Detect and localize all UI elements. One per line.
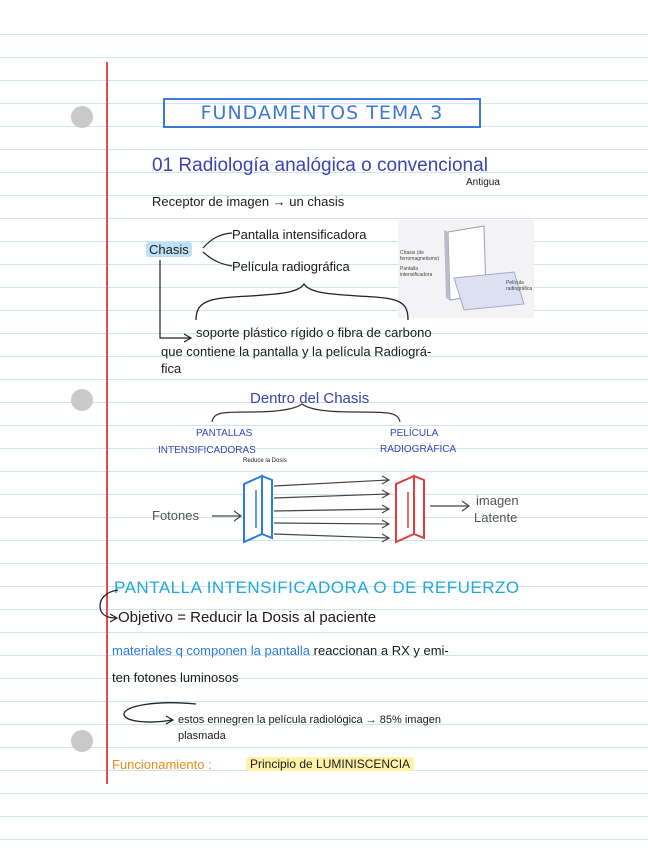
branch-line-top [203,233,232,248]
branch-pelicula: Película radiográfica [232,259,350,274]
section1-heading-note: Antigua [466,177,500,188]
screen-block-side [262,476,272,538]
function-value: Principio de LUMINISCENCIA [246,757,414,771]
support-line2: que contiene la pantalla y la película Radiográ- [161,344,432,359]
chasis-connector [160,260,190,338]
materials-highlight: materiales q componen la pantalla [112,643,311,658]
section1-heading: 01 Radiología analógica o convencional [152,155,488,176]
sub-note-line1: estos ennegren la película radiológica → 85% imagen [178,714,441,726]
sub-note-line2: plasmada [178,730,226,742]
objective-line: Objetivo = Reducir la Dosis al paciente [118,609,377,626]
page-title: FUNDAMENTOS TEMA 3 [200,102,444,124]
brace-diagram [212,404,400,422]
support-line1: soporte plástico rígido o fibra de carbono [196,325,432,340]
diagram-left-label-1: PANTALLAS [196,428,253,439]
film-block-side [414,476,424,538]
receptor-line: Receptor de imagen → un chasis [152,194,345,209]
chasis-label: Chasis [146,242,192,257]
diagram-heading: Dentro del Chasis [250,390,370,407]
branch-line-bottom [203,252,232,266]
photo-label-pantalla: Pantalla intensificadora [400,266,433,278]
photo-label-chasis: Chasis (de ferromagnetismo) [400,250,440,262]
brace-support [196,284,408,320]
photo-label-pelicula: Película radiográfica [506,280,533,292]
sub-note-arrow [124,703,196,722]
light-arrows [274,476,389,542]
diagram-input-label: Fotones [152,508,199,523]
screen-block-front [244,476,262,542]
diagram-output-label-1: imagen [476,493,519,508]
diagram-output-label-2: Latente [474,510,518,525]
diagram-left-label-2: INTENSIFICADORAS [158,445,256,456]
support-line3: fica [161,361,182,376]
branch-pantalla: Pantalla intensificadora [232,227,367,242]
diagram-left-sublabel: Reduce la Dosis [243,458,287,464]
section2-bracket [100,590,118,618]
film-block-front [396,476,414,542]
function-label: Funcionamiento : [112,757,212,772]
section2-heading: PANTALLA INTENSIFICADORA O DE REFUERZO [114,578,520,597]
diagram-right-label-2: RADIOGRÁFICA [380,444,457,455]
diagram-right-label-1: PELÍCULA [390,428,439,439]
materials-rest: reaccionan a RX y emi- [313,643,449,658]
materials-line2: ten fotones luminosos [112,670,239,685]
